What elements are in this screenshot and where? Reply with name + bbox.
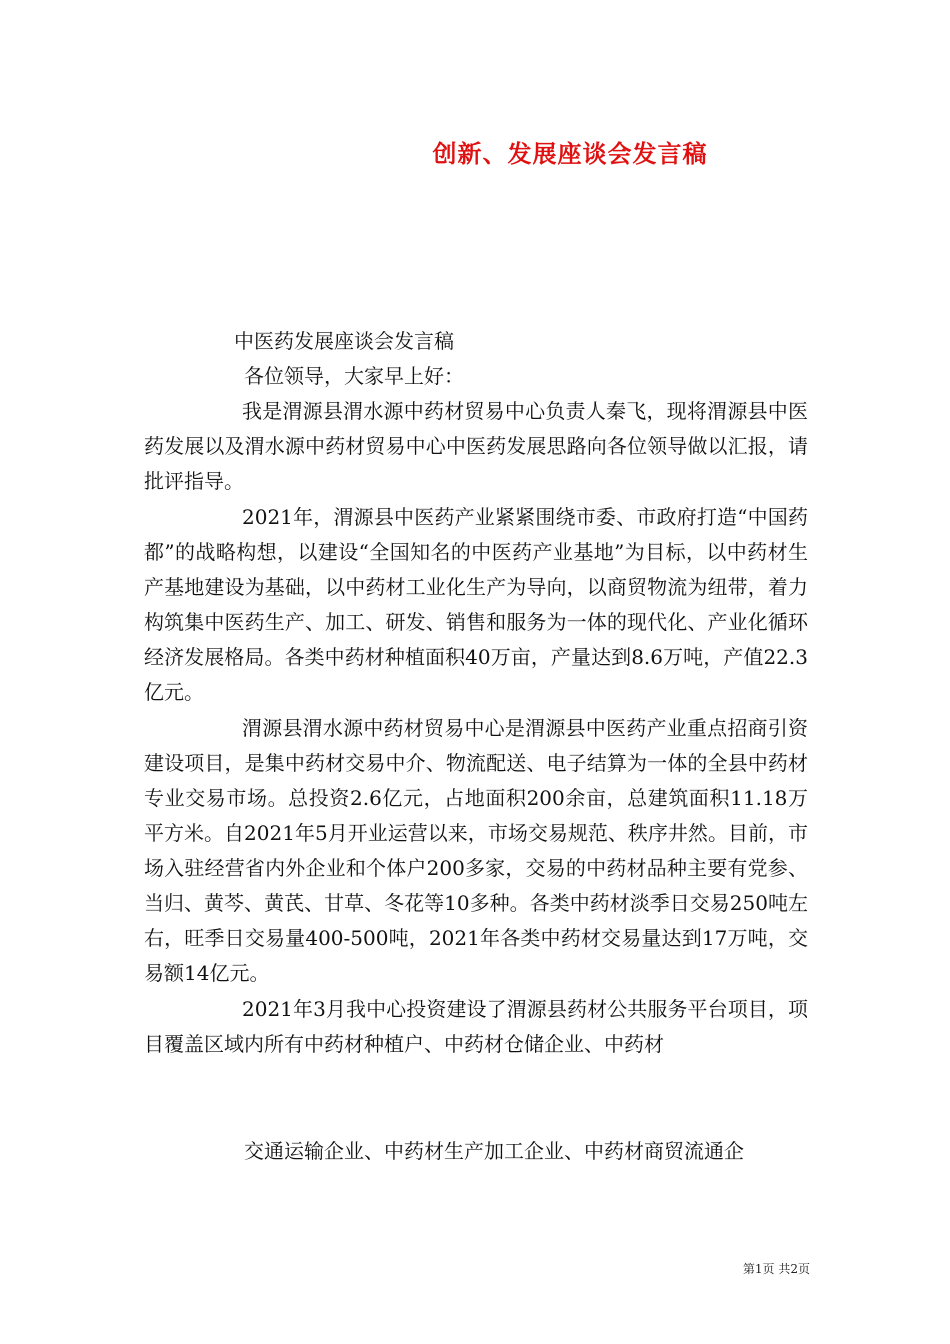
paragraph-1: 我是渭源县渭水源中药材贸易中心负责人秦飞，现将渭源县中医药发展以及渭水源中药材贸易中心中医药发展思路向各位领导做以汇报，请批评指导。 (144, 399, 808, 493)
paragraph-4: 2021年3月我中心投资建设了渭源县药材公共服务平台项目，项目覆盖区域内所有中药材种植户、中药材仓储企业、中药材 (144, 997, 808, 1056)
paragraph-3: 渭源县渭水源中药材贸易中心是渭源县中医药产业重点招商引资建设项目，是集中药材交易中介、物流配送、电子结算为一体的全县中药材专业交易市场。总投资2.6亿元，占地面积200余亩，总建筑面积11.18万平方米。自2021年5月开业运营以来，市场交易规范、秩序井然。目前，市场入驻经营省内外企业和个体户200多家，交易的中药材品种主要有党参、当归、黄芩、黄芪、甘草、冬花等10多种。各类中药材淡季日交易250吨左右，旺季日交易量400-500吨，2021年各类中药材交易量达到17万吨，交易额14亿元。 (144, 716, 808, 985)
greeting: 各位领导，大家早上好： (244, 364, 464, 388)
document-subtitle: 中医药发展座谈会发言稿 (234, 329, 454, 353)
document-body (144, 324, 808, 1062)
page-number: 第1页 共2页 (742, 1262, 810, 1276)
paragraph-2: 2021年，渭源县中医药产业紧紧围绕市委、市政府打造“中国药都”的战略构想，以建设“全国知名的中医药产业基地”为目标，以中药材生产基地建设为基础，以中药材工业化生产为导向，以商贸物流为纽带，着力构筑集中医药生产、加工、研发、销售和服务为一体的现代化、产业化循环经济发展格局。各类中药材种植面积40万亩，产量达到8.6万吨，产值22.3亿元。 (144, 505, 808, 704)
document-title: 创新、发展座谈会发言稿 (432, 139, 708, 168)
continuation-line: 交通运输企业、中药材生产加工企业、中药材商贸流通企 (244, 1139, 744, 1163)
